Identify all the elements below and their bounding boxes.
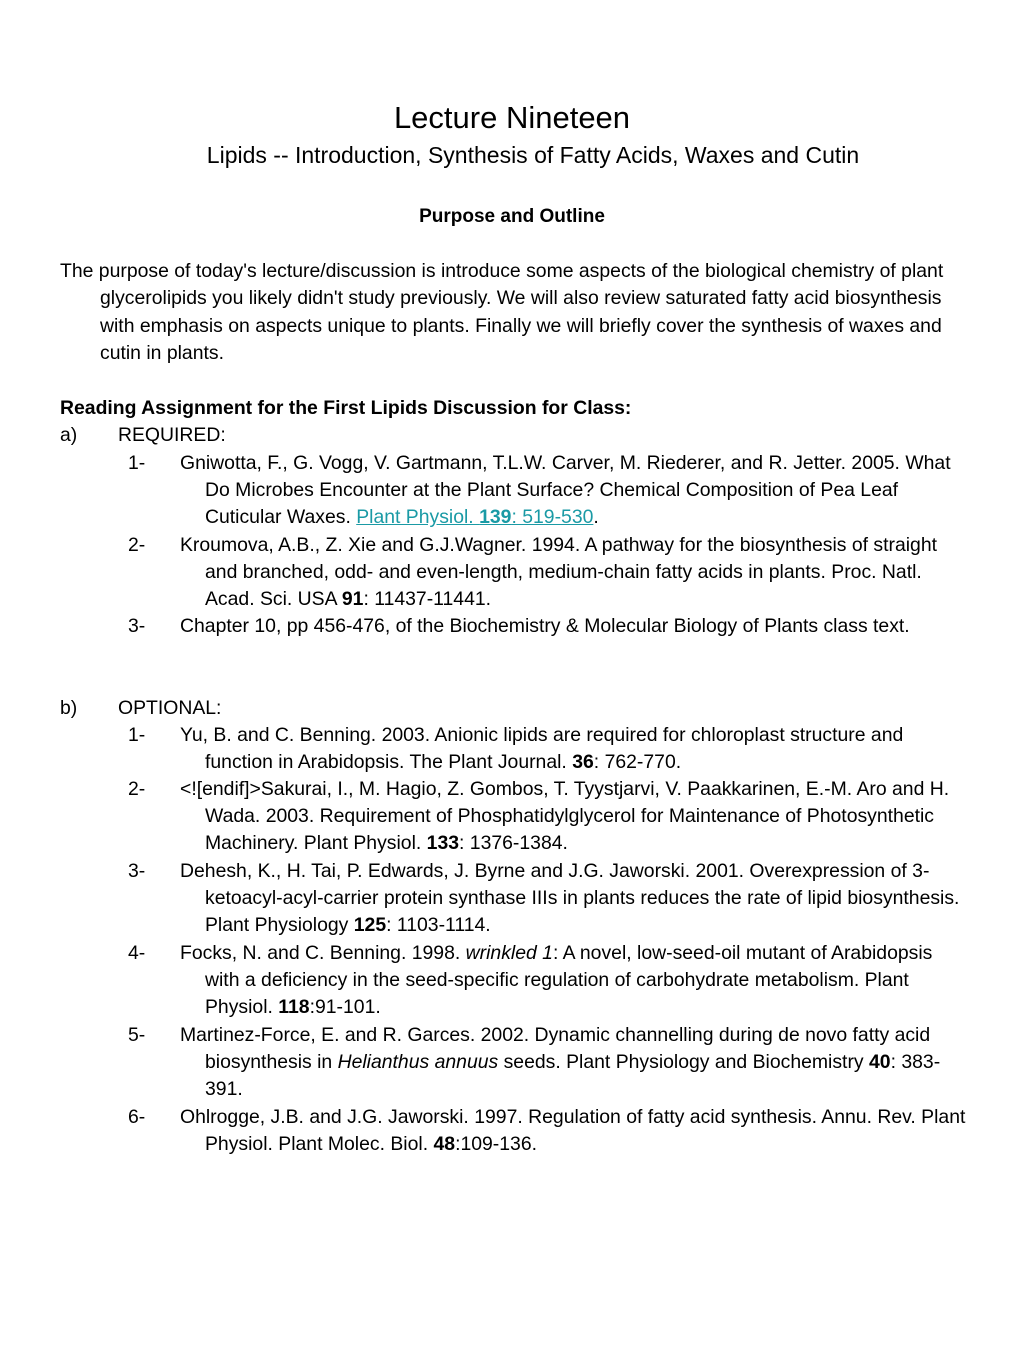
citation-link[interactable]: Plant Physiol. 139: 519-530	[356, 506, 594, 529]
ref-number: 1-	[128, 452, 146, 474]
section-label: REQUIRED:	[118, 424, 226, 446]
purpose-heading: Purpose and Outline	[419, 206, 605, 227]
page-title: Lecture Nineteen	[393, 100, 631, 135]
optional-ref-5	[128, 1022, 968, 1104]
optional-ref-3	[128, 858, 968, 940]
ref-text: Kroumova, A.B., Z. Xie and G.J.Wagner. 1994. A pathway for the biosynthesis of straight and branched, odd- and even-length, medium-chain fatty acids in plants. Proc. Natl. Acad. Sci. USA 91: 11437-11441.	[180, 534, 937, 611]
required-ref-2	[128, 532, 968, 614]
ref-number: 3-	[128, 860, 146, 882]
section-letter: a)	[60, 424, 78, 446]
ref-number: 2-	[128, 534, 146, 556]
ref-text: Chapter 10, pp 456-476, of the Biochemistry & Molecular Biology of Plants class text.	[180, 615, 910, 637]
section-label: OPTIONAL:	[118, 697, 222, 719]
ref-number: 1-	[128, 724, 146, 746]
ref-text: Focks, N. and C. Benning. 1998. wrinkled 1: A novel, low-seed-oil mutant of Arabidopsis with a deficiency in the seed-specific regulation of carbohydrate metabolism. Plant Physiol. 118:91-101.	[180, 942, 933, 1019]
ref-text: Dehesh, K., H. Tai, P. Edwards, J. Byrne and J.G. Jaworski. 2001. Overexpression of 3-ketoacyl-acyl-carrier protein synthase IIIs in plants reduces the rate of lipid biosynthesis. Plant Physiology 125: 1103-1114.	[180, 860, 960, 937]
required-ref-3	[128, 613, 968, 640]
ref-text: Martinez-Force, E. and R. Garces. 2002. Dynamic channelling during de novo fatty acid biosynthesis in Helianthus annuus seeds. Plant Physiology and Biochemistry 40: 383-391.	[180, 1024, 941, 1101]
optional-ref-6	[128, 1104, 968, 1158]
intro-paragraph: The purpose of today's lecture/discussion is introduce some aspects of the biological chemistry of plant glycerolipids you likely didn't study previously. We will also review saturated fatty acid biosynthesis with emphasis on aspects unique to plants. Finally we will briefly cover the synthesis of waxes and cutin in plants.	[60, 260, 944, 364]
reading-assignment-heading: Reading Assignment for the First Lipids Discussion for Class:	[60, 397, 632, 419]
optional-ref-1	[128, 722, 968, 776]
section-letter: b)	[60, 697, 78, 719]
ref-text: Yu, B. and C. Benning. 2003. Anionic lipids are required for chloroplast structure and function in Arabidopsis. The Plant Journal. 36: 762-770.	[180, 724, 904, 774]
ref-number: 2-	[128, 778, 146, 800]
ref-number: 4-	[128, 942, 146, 964]
optional-ref-4	[128, 940, 968, 1022]
ref-number: 3-	[128, 615, 146, 637]
ref-text: Ohlrogge, J.B. and J.G. Jaworski. 1997. Regulation of fatty acid synthesis. Annu. Rev. Plant Physiol. Plant Molec. Biol. 48:109-136.	[180, 1106, 966, 1156]
ref-number: 5-	[128, 1024, 146, 1046]
ref-text: <![endif]>Sakurai, I., M. Hagio, Z. Gombos, T. Tyystjarvi, V. Paakkarinen, E.-M. Aro and H. Wada. 2003. Requirement of Phosphatidylglycerol for Maintenance of Photosynthetic Machinery. Plant Physiol. 133: 1376-1384.	[180, 778, 950, 855]
required-ref-1	[128, 450, 968, 532]
optional-ref-2	[128, 776, 968, 858]
ref-number: 6-	[128, 1106, 146, 1128]
ref-text: Gniwotta, F., G. Vogg, V. Gartmann, T.L.W. Carver, M. Riederer, and R. Jetter. 2005. What Do Microbes Encounter at the Plant Surface? Chemical Composition of Pea Leaf Cuticular Waxes. Plant Physiol. 139: 519-530.	[180, 452, 951, 529]
page-subtitle: Lipids -- Introduction, Synthesis of Fatty Acids, Waxes and Cutin	[206, 142, 860, 168]
